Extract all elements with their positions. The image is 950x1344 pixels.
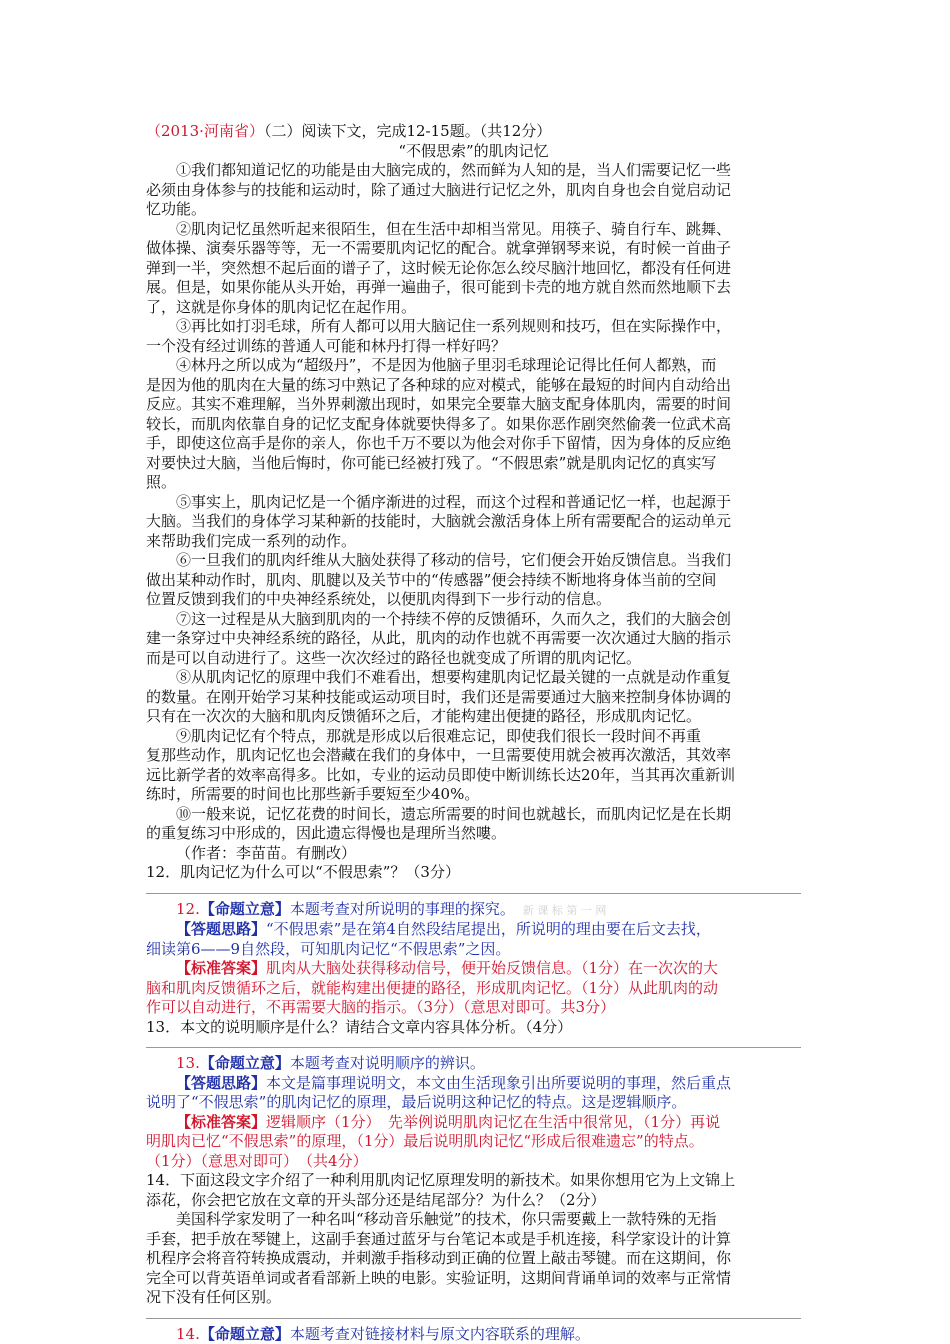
q12-approach-tag: 【答题思路】 bbox=[176, 920, 267, 938]
paragraph-10-line: ⑩一般来说，记忆花费的时间长，遗忘所需要的时间也就越长，而肌肉记忆是在长期 bbox=[176, 804, 732, 823]
q12-intent-text: 本题考查对所说明的事理的探究。 bbox=[289, 899, 515, 918]
paragraph-9-line: ⑨肌肉记忆有个特点，那就是形成以后很难忘记，即使我们很长一段时间不再重 bbox=[176, 726, 702, 745]
q14-intent bbox=[146, 1325, 801, 1344]
paragraph-3-line: ③再比如打羽毛球，所有人都可以用大脑记住一系列规则和技巧，但在实际操作中， bbox=[176, 317, 732, 335]
q12-approach-line-0 bbox=[146, 920, 801, 940]
q13-approach-text: 本文是篇事理说明文，本文由生活现象引出所要说明的事理，然后重点 bbox=[266, 1073, 732, 1092]
q14-material-line-2: 机程序会将音符转换成震动，并刺激手指移动到正确的位置上敲击琴键。而在这期间，你 bbox=[146, 1249, 732, 1267]
paragraph-9-line: 复那些动作，肌肉记忆也会潜藏在我们的身体中，一旦需要使用就会被再次激活，其效率 bbox=[146, 746, 732, 764]
q13-intent bbox=[146, 1054, 801, 1074]
watermark-text: 新 课 标 第 一 网 bbox=[522, 903, 607, 917]
paragraph-6-line: 做出某种动作时，肌肉、肌腱以及关节中的“传感器”便会持续不断地将身体当前的空间 bbox=[146, 570, 717, 589]
question-13: 13．本文的说明顺序是什么？请结合文章内容具体分析。（4分） bbox=[146, 1017, 573, 1036]
paragraph-6-line: ⑥一旦我们的肌肉纤维从大脑处获得了移动的信号，它们便会开始反馈信息。当我们 bbox=[176, 551, 732, 569]
paragraph-1-line: 忆功能。 bbox=[146, 200, 207, 218]
paragraph-6-line: 位置反馈到我们的中央神经系统处，以便肌肉得到下一步行动的信息。 bbox=[146, 590, 612, 608]
article-paragraphs bbox=[146, 161, 801, 844]
paragraph-10-line: 的重复练习中形成的，因此遗忘得慢也是理所当然嘍。 bbox=[146, 824, 507, 842]
paragraph-9-line: 练时，所需要的时间也比那些新手要短至少40%。 bbox=[146, 785, 480, 803]
paragraph-4-line: 是因为他的肌肉在大量的练习中熟记了各种球的应对模式，能够在最短的时间内自动给出 bbox=[146, 375, 732, 394]
divider bbox=[146, 893, 801, 894]
q14-intent-text: 本题考查对链接材料与原文内容联系的理解。 bbox=[289, 1324, 590, 1343]
q12-intent-tag: 【命题立意】 bbox=[199, 899, 290, 918]
document-body bbox=[146, 122, 801, 1344]
q12-approach-line-1: 细读第6——9自然段，可知肌肉记忆“不假思索”之因。 bbox=[146, 939, 511, 958]
paragraph-4-line: 反应。其实不难理解，当外界刺激出现时，如果完全要靠大脑支配身体肌肉，需要的时间 bbox=[146, 395, 732, 413]
paragraph-4-line: 较长，而肌肉依靠自身的记忆支配身体就要快得多了。如果你恶作剧突然偷袭一位武术高 bbox=[146, 414, 732, 433]
paragraph-4-line: 照。 bbox=[146, 473, 177, 491]
q14-material-line-4: 况下没有任何区别。 bbox=[146, 1288, 282, 1306]
q13-answer-line-0 bbox=[146, 1113, 801, 1133]
question-14-line-0: 14．下面这段文字介绍了一种利用肌肉记忆原理发明的新技术。如果你想用它为上文锦上 bbox=[146, 1171, 736, 1189]
q12-answer-tag: 【标准答案】 bbox=[176, 959, 267, 977]
instruction-text: （二）阅读下文，完成12-15题。（共12分） bbox=[263, 122, 552, 140]
q14-material-line-3: 完全可以背英语单词或者看部新上映的电影。实验证明，这期间背诵单词的效率与正常情 bbox=[146, 1268, 732, 1287]
paragraph-8-line: ⑧从肌肉记忆的原理中我们不难看出，想要构建肌肉记忆最关键的一点就是动作重复 bbox=[176, 668, 732, 686]
paragraph-4-line: 手，即使这位高手是你的亲人，你也千万不要以为他会对你手下留情，因为身体的反应绝 bbox=[146, 434, 732, 452]
paragraph-2-line: ②肌肉记忆虽然听起来很陌生，但在生活中却相当常见。用筷子、骑自行车、跳舞、 bbox=[176, 219, 732, 238]
question-12: 12．肌肉记忆为什么可以“不假思索”？（3分） bbox=[146, 863, 460, 881]
q13-answer-line-2: （1分）（意思对即可） （共4分） bbox=[146, 1151, 368, 1170]
question-14-line-1: 添花，你会把它放在文章的开头部分还是结尾部分？为什么？（2分） bbox=[146, 1190, 606, 1209]
paragraph-5-line: 来帮助我们完成一系列的动作。 bbox=[146, 531, 357, 550]
divider bbox=[146, 1047, 801, 1048]
q13-answer-tag: 【标准答案】 bbox=[176, 1112, 267, 1131]
q13-intent-text: 本题考查对说明顺序的辨识。 bbox=[289, 1054, 485, 1072]
paragraph-2-line: 展。但是，如果你能从头开始，再弹一遍曲子，很可能到卡壳的地方就自然而然地顺下去 bbox=[146, 278, 732, 296]
q13-intent-tag: 【命题立意】 bbox=[199, 1054, 290, 1072]
q12-answer-line-2: 作可以自动进行，不再需要大脑的指示。（3分）（意思对即可。共3分） bbox=[146, 998, 616, 1016]
q13-approach-line-0 bbox=[146, 1074, 801, 1094]
paragraph-3-line: 一个没有经过训练的普通人可能和林丹打得一样好吗？ bbox=[146, 336, 507, 355]
paragraph-4-line: ④林丹之所以成为“超级丹”，不是因为他脑子里羽毛球理论记得比任何人都熟，而 bbox=[176, 356, 717, 374]
paragraph-5-line: 大脑。当我们的身体学习某种新的技能时，大脑就会激活身体上所有需要配合的运动单元 bbox=[146, 512, 732, 530]
paragraph-2-line: 了，这就是你身体的肌肉记忆在起作用。 bbox=[146, 297, 417, 316]
article-title: “不假思索”的肌肉记忆 bbox=[398, 141, 549, 160]
paragraph-7-line: ⑦这一过程是从大脑到肌肉的一个持续不停的反馈循环，久而久之，我们的大脑会创 bbox=[176, 609, 732, 628]
paragraph-8-line: 的数量。在刚开始学习某种技能或运动项目时，我们还是需要通过大脑来控制身体协调的 bbox=[146, 687, 732, 706]
paragraph-1-line: ①我们都知道记忆的功能是由大脑完成的，然而鲜为人知的是，当人们需要记忆一些 bbox=[176, 161, 732, 179]
q13-approach-line-1: 说明了“不假思索”的肌肉记忆的原理，最后说明这种记忆的特点。这是逻辑顺序。 bbox=[146, 1093, 687, 1111]
q14-material-line-0: 美国科学家发明了一种名叫“移动音乐触觉”的技术，你只需要戴上一款特殊的无指 bbox=[176, 1210, 717, 1228]
q14-intent-tag: 【命题立意】 bbox=[199, 1324, 290, 1343]
paragraph-7-line: 而是可以自动进行了。这些一次次经过的路径也就变成了所谓的肌肉记忆。 bbox=[146, 648, 642, 667]
q14-number: 14. bbox=[176, 1324, 200, 1343]
q12-answer-line-1: 脑和肌肉反馈循环之后，就能构建出便捷的路径，形成肌肉记忆。（1分）从此肌肉的动 bbox=[146, 978, 719, 997]
paragraph-1-line: 必须由身体参与的技能和运动时，除了通过大脑进行记忆之外，肌肉自身也会自觉启动记 bbox=[146, 180, 732, 199]
source-label: （2013·河南省） bbox=[146, 122, 264, 140]
paragraph-2-line: 做体操、演奏乐器等等，无一不需要肌肉记忆的配合。就拿弹钢琴来说，有时候一首曲子 bbox=[146, 239, 732, 257]
paragraph-9-line: 远比新学者的效率高得多。比如，专业的运动员即使中断训练长达20年，当其再次重新训 bbox=[146, 765, 736, 784]
exam-header bbox=[146, 122, 801, 142]
q12-answer-text: 肌肉从大脑处获得移动信号，便开始反馈信息。（1分）在一次次的大 bbox=[266, 959, 719, 977]
paragraph-8-line: 只有在一次次的大脑和肌肉反馈循环之后，才能构建出便捷的路径，形成肌肉记忆。 bbox=[146, 707, 702, 725]
paragraph-5-line: ⑤事实上，肌肉记忆是一个循序渐进的过程，而这个过程和普通记忆一样，也起源于 bbox=[176, 492, 732, 511]
q12-intent bbox=[146, 900, 801, 921]
q12-answer-line-0 bbox=[146, 959, 801, 979]
q13-answer-text: 逻辑顺序（1分） 先举例说明肌肉记忆在生活中很常见，（1分）再说 bbox=[266, 1112, 721, 1131]
author-note: （作者：李苗苗。有删改） bbox=[176, 843, 357, 862]
paragraph-2-line: 弹到一半，突然想不起后面的谱子了，这时候无论你怎么绞尽脑汁地回忆，都没有任何进 bbox=[146, 258, 732, 277]
paragraph-4-line: 对要快过大脑，当他后悔时，你可能已经被打残了。“不假思索”就是肌肉记忆的真实写 bbox=[146, 453, 717, 472]
q13-answer-line-1: 明肌肉已忆“不假思索”的原理，（1分）最后说明肌肉记忆“形成后很难遗忘”的特点。 bbox=[146, 1132, 704, 1150]
paragraph-7-line: 建一条穿过中央神经系统的路径，从此，肌肉的动作也就不再需要一次次通过大脑的指示 bbox=[146, 629, 732, 647]
divider bbox=[146, 1318, 801, 1319]
q12-approach-text: “不假思索”是在第4自然段结尾提出，所说明的理由要在后文去找， bbox=[266, 920, 711, 938]
q13-number: 13. bbox=[176, 1054, 200, 1072]
q14-material-line-1: 手套，把手放在琴键上，这副手套通过蓝牙与台笔记本或是手机连接，科学家设计的计算 bbox=[146, 1229, 732, 1248]
q12-number: 12. bbox=[176, 899, 200, 918]
q13-approach-tag: 【答题思路】 bbox=[176, 1073, 267, 1092]
